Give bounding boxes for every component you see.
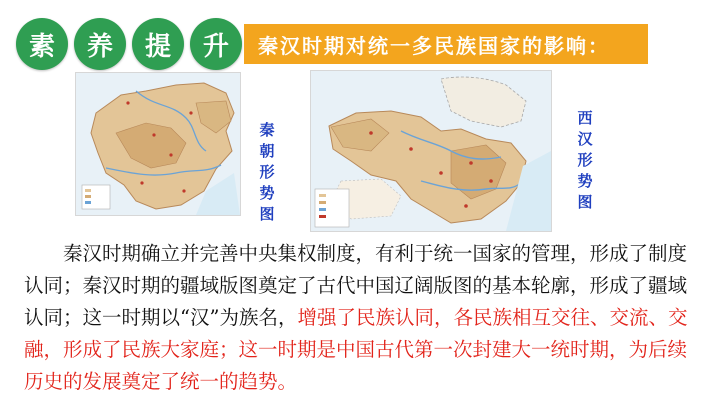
western-han-map (310, 70, 552, 232)
badge-char: 养 (74, 18, 126, 70)
badge-char: 素 (16, 18, 68, 70)
han-map-image (311, 71, 551, 231)
qin-map-caption: 秦 朝 形 势 图 (259, 121, 275, 223)
han-map-caption: 西 汉 形 势 图 (577, 109, 593, 211)
paragraph-text: 秦汉时期确立并完善中央集权制度，有利于统一国家的管理，形成了制度认同；秦汉时期的疆域版图奠定了古代中国辽阔版图的基本轮廓，形成了疆域认同；这一时期以“汉”为族名， (24, 242, 688, 329)
paragraph-highlight: 增强了民族认同，各民族相互交往、交流、交融，形成了民族大家庭；这一时期是中国古代第一次封建大一统时期，为后续历史的发展奠定了统一的趋势。 (24, 306, 688, 393)
title-banner (244, 24, 648, 64)
section-badge (16, 18, 242, 70)
banner-title: 秦汉时期对统一多民族国家的影响： (258, 33, 610, 58)
qin-map-image (76, 73, 240, 215)
badge-char: 升 (190, 18, 242, 70)
badge-char: 提 (132, 18, 184, 70)
summary-paragraph (24, 238, 698, 398)
qin-dynasty-map (75, 72, 241, 216)
